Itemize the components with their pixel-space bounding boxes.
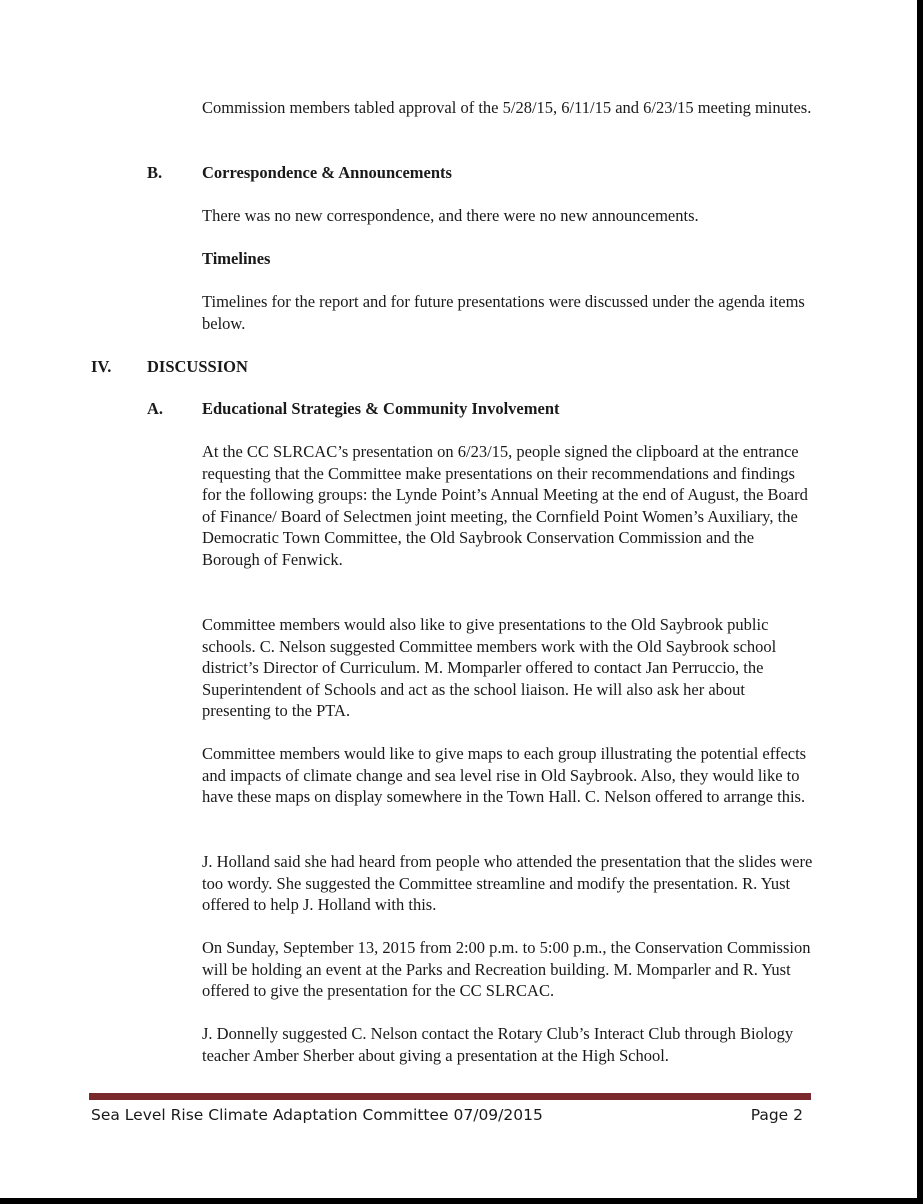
timelines-text: Timelines for the report and for future presentations were discussed under the agenda items below. <box>202 292 805 333</box>
paragraph-conservation-event: On Sunday, September 13, 2015 from 2:00 p.m. to 5:00 p.m., the Conservation Commission will be holding an event at the Parks and Recreation building. M. Momparler and R. Yust offered to give the presentation for the CC SLRCAC. <box>202 938 811 1001</box>
correspondence-text: There was no new correspondence, and there were no new announcements. <box>202 206 699 225</box>
timelines-title: Timelines <box>202 249 271 268</box>
footer-rule <box>89 1093 811 1100</box>
section-iv-title: DISCUSSION <box>147 357 248 376</box>
section-b-label: B. <box>147 163 163 182</box>
section-a-label: A. <box>147 399 164 418</box>
section-a-title: Educational Strategies & Community Involvement <box>202 399 560 418</box>
paragraph-maps: Committee members would like to give maps to each group illustrating the potential effects and impacts of climate change and sea level rise in Old Saybrook. Also, they would like to have these maps on display somewhere in the Town Hall. C. Nelson offered to arrange this. <box>202 744 807 807</box>
minutes-note: Commission members tabled approval of the 5/28/15, 6/11/15 and 6/23/15 meeting minutes. <box>202 98 812 117</box>
paragraph-rotary-club: J. Donnelly suggested C. Nelson contact the Rotary Club’s Interact Club through Biology teacher Amber Sherber about giving a presentation at the High School. <box>202 1024 794 1065</box>
paragraph-slides: J. Holland said she had heard from people who attended the presentation that the slides were too wordy. She suggested the Committee streamline and modify the presentation. R. Yust offered to help J. Holland with this. <box>202 852 813 915</box>
section-b-title: Correspondence & Announcements <box>202 163 452 182</box>
section-iv-label: IV. <box>91 357 112 376</box>
footer-page-number: Page 2 <box>750 1106 803 1124</box>
paragraph-presentation-requests: At the CC SLRCAC’s presentation on 6/23/15, people signed the clipboard at the entrance requesting that the Committee make presentations on their recommendations and findings for the following groups: the Lynde Point’s Annual Meeting at the end of August, the Board of Finance/ Board of Selectmen joint meeting, the Cornfield Point Women’s Auxiliary, the Democratic Town Committee, the Old Saybrook Conservation Commission and the Borough of Fenwick. <box>202 442 808 569</box>
footer-committee-date: Sea Level Rise Climate Adaptation Committee 07/09/2015 <box>91 1106 543 1124</box>
paragraph-schools: Committee members would also like to give presentations to the Old Saybrook public schools. C. Nelson suggested Committee members work with the Old Saybrook school district’s Director of Curriculum. M. Momparler offered to contact Jan Perruccio, the Superintendent of Schools and act as the school liaison. He will also ask her about presenting to the PTA. <box>202 615 777 721</box>
